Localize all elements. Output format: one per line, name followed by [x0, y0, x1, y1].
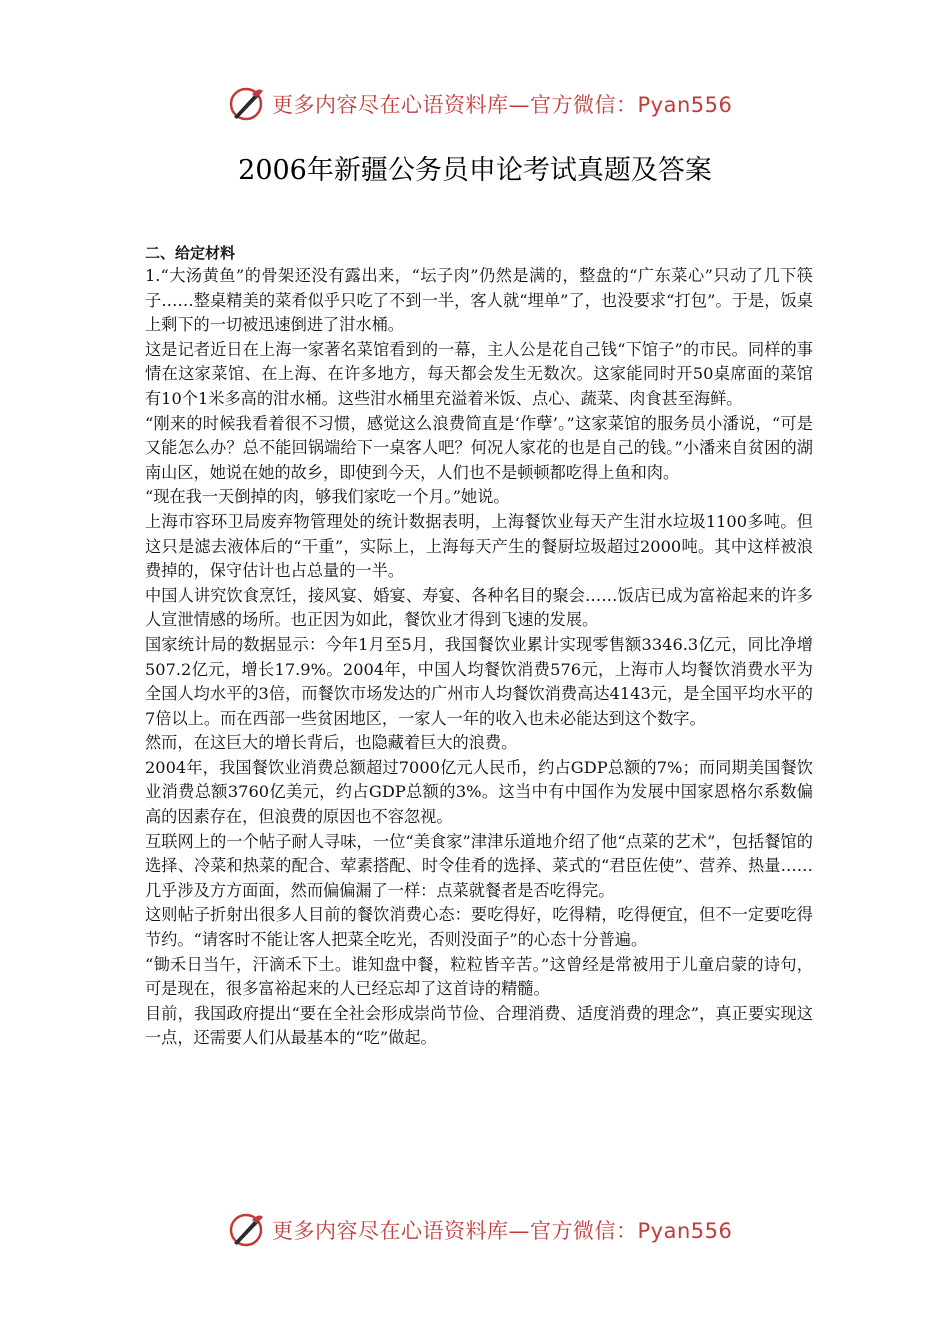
page-title: 2006年新疆公务员申论考试真题及答案	[238, 155, 712, 186]
document-body	[145, 243, 813, 1051]
paragraph: 中国人讲究饮食烹饪，接风宴、婚宴、寿宴、各种名目的聚会……饭店已成为富裕起来的许多人宣泄情感的场所。也正因为如此，餐饮业才得到飞速的发展。	[145, 585, 813, 630]
pen-logo-icon	[226, 84, 266, 124]
paragraph: 1.“大汤黄鱼”的骨架还没有露出来，“坛子肉”仍然是满的，整盘的“广东菜心”只动了几下筷子……整桌精美的菜肴似乎只吃了不到一半，客人就“埋单”了，也没要求“打包”。于是，饭桌上剩下的一切被迅速倒进了泔水桶。	[145, 266, 813, 335]
watermark-text: 更多内容尽在心语资料库—官方微信：Pyan556	[272, 93, 733, 117]
watermark-text: 更多内容尽在心语资料库—官方微信：Pyan556	[272, 1219, 733, 1243]
paragraph: “现在我一天倒掉的肉，够我们家吃一个月。”她说。	[145, 487, 510, 507]
paragraph: 这是记者近日在上海一家著名菜馆看到的一幕，主人公是花自己钱“下馆子”的市民。同样的事情在这家菜馆、在上海、在许多地方，每天都会发生无数次。这家能同时开50桌席面的菜馆有10个1米多高的泔水桶。这些泔水桶里充溢着米饭、点心、蔬菜、肉食甚至海鲜。	[145, 339, 813, 408]
paragraph: 国家统计局的数据显示：今年1月至5月，我国餐饮业累计实现零售额3346.3亿元，同比净增507.2亿元，增长17.9%。2004年，中国人均餐饮消费576元，上海市人均餐饮消费水平为全国人均水平的3倍，而餐饮市场发达的广州市人均餐饮消费高达4143元，是全国平均水平的7倍以上。而在西部一些贫困地区，一家人一年的收入也未必能达到这个数字。	[145, 634, 813, 728]
paragraph: 这则帖子折射出很多人目前的餐饮消费心态：要吃得好，吃得精，吃得便宜，但不一定要吃得节约。“请客时不能让客人把菜全吃光，否则没面子”的心态十分普遍。	[145, 905, 813, 950]
paragraph: 互联网上的一个帖子耐人寻味，一位“美食家”津津乐道地介绍了他“点菜的艺术”，包括餐馆的选择、冷菜和热菜的配合、荤素搭配、时令佳肴的选择、菜式的“君臣佐使”、营养、热量……几乎涉及方方面面，然而偏偏漏了一样：点菜就餐者是否吃得完。	[145, 831, 813, 900]
section-heading: 二、给定材料	[145, 244, 236, 262]
header-watermark	[226, 82, 746, 126]
paragraph: “刚来的时候我看着很不习惯，感觉这么浪费简直是‘作孽’。”这家菜馆的服务员小潘说，“可是又能怎么办？总不能回锅端给下一桌客人吧？何况人家花的也是自己的钱。”小潘来自贫困的湖南山区，她说在她的故乡，即使到今天，人们也不是顿顿都吃得上鱼和肉。	[145, 413, 813, 482]
paragraph: 然而，在这巨大的增长背后，也隐藏着巨大的浪费。	[145, 733, 518, 753]
paragraph: 目前，我国政府提出“要在全社会形成崇尚节俭、合理消费、适度消费的理念”，真正要实现这一点，还需要人们从最基本的“吃”做起。	[145, 1003, 813, 1048]
paragraph: “锄禾日当午，汗滴禾下土。谁知盘中餐，粒粒皆辛苦。”这曾经是常被用于儿童启蒙的诗句，可是现在，很多富裕起来的人已经忘却了这首诗的精髓。	[145, 954, 813, 999]
paragraph: 2004年，我国餐饮业消费总额超过7000亿元人民币，约占GDP总额的7%；而同期美国餐饮业消费总额3760亿美元，约占GDP总额的3%。这当中有中国作为发展中国家恩格尔系数偏高的因素存在，但浪费的原因也不容忽视。	[145, 757, 813, 827]
footer-watermark	[226, 1208, 746, 1252]
paragraph: 上海市容环卫局废弃物管理处的统计数据表明，上海餐饮业每天产生泔水垃圾1100多吨。但这只是滤去液体后的“干重”，实际上，上海每天产生的餐厨垃圾超过2000吨。其中这样被浪费掉的，保守估计也占总量的一半。	[145, 511, 813, 581]
pen-logo-icon	[226, 1210, 266, 1250]
